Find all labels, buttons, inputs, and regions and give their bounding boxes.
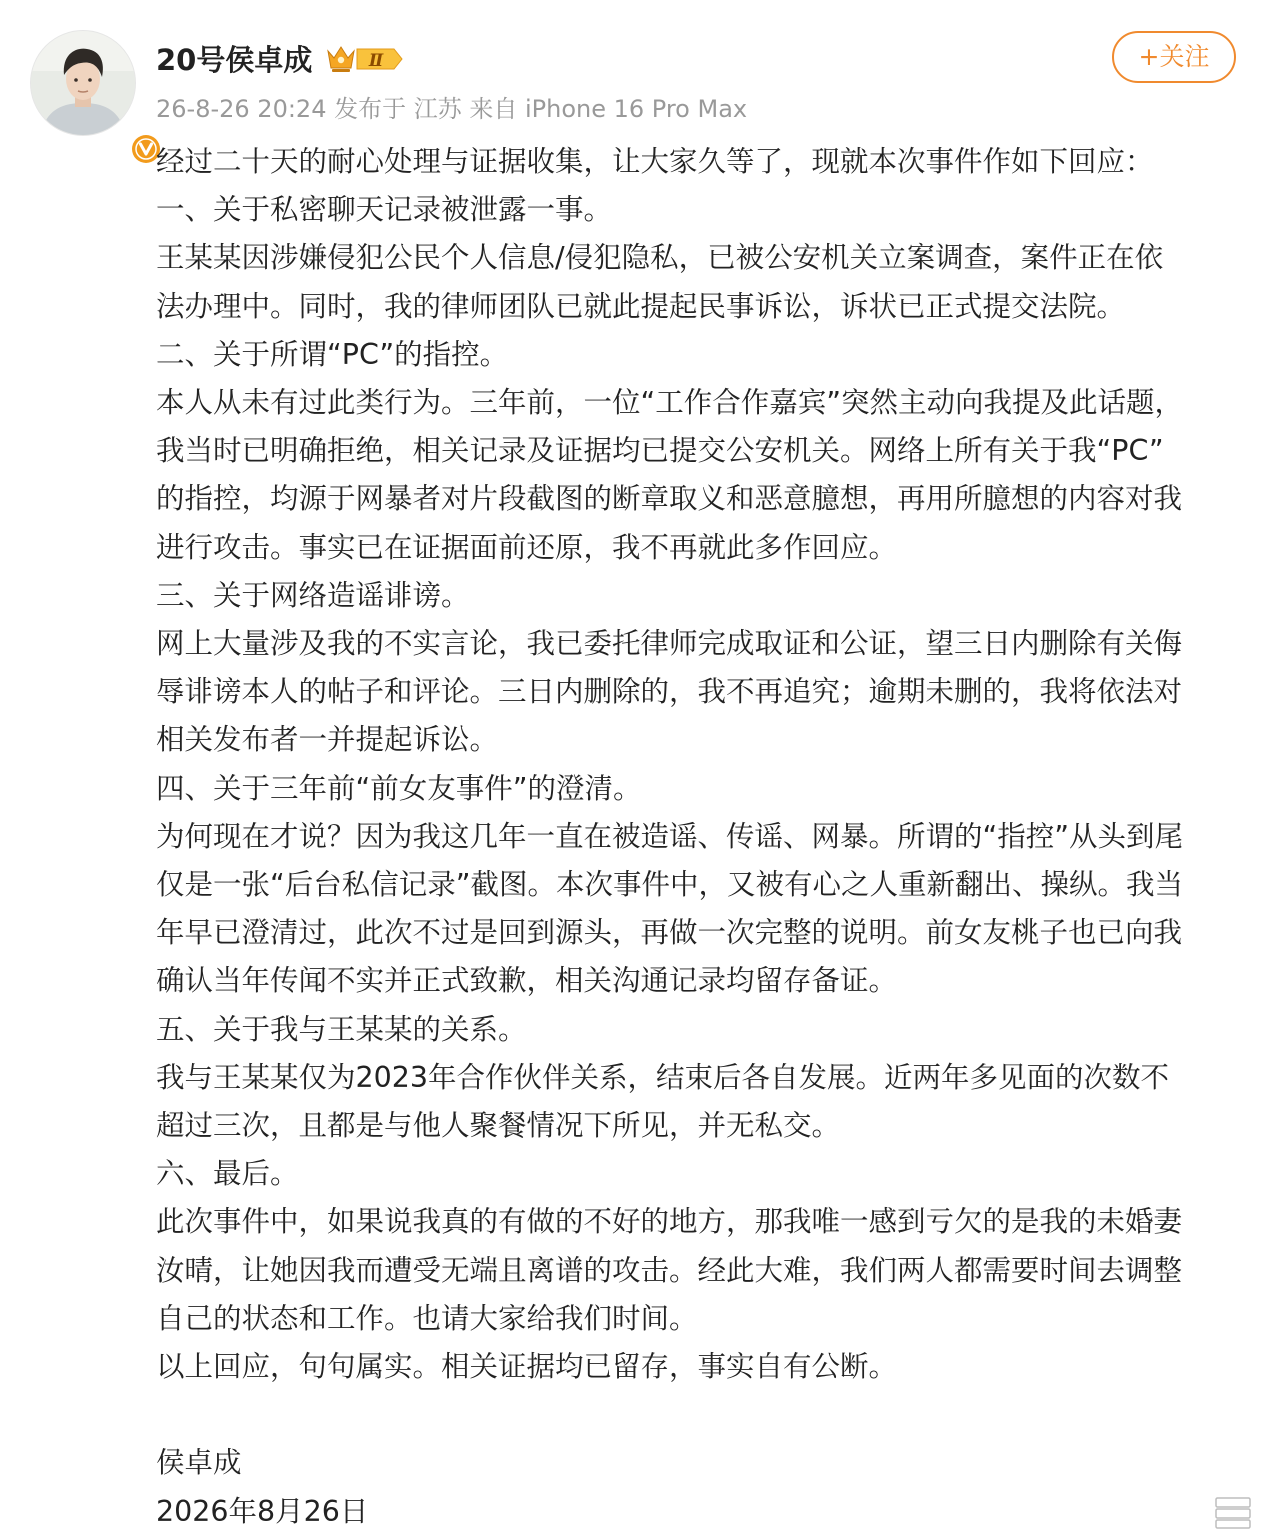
post-line: 进行攻击。事实已在证据面前还原，我不再就此多作回应。 bbox=[156, 530, 898, 564]
post-line: 我与王某某仅为2023年合作伙伴关系，结束后各自发展。近两年多见面的次数不 bbox=[156, 1060, 1170, 1094]
post-line: 五、关于我与王某某的关系。 bbox=[156, 1012, 527, 1046]
vip-badge[interactable] bbox=[324, 42, 406, 76]
post-line: 二、关于所谓“PC”的指控。 bbox=[156, 337, 509, 371]
post-line: 网上大量涉及我的不实言论，我已委托律师完成取证和公证，望三日内删除有关侮 bbox=[156, 627, 1183, 661]
post-date: 2026年8月26日 bbox=[156, 1494, 369, 1528]
post-line: 三、关于网络造谣诽谤。 bbox=[156, 578, 470, 612]
post-line: 此次事件中，如果说我真的有做的不好的地方，那我唯一感到亏欠的是我的未婚妻 bbox=[156, 1205, 1183, 1239]
post-line: 王某某因涉嫌侵犯公民个人信息/侵犯隐私，已被公安机关立案调查，案件正在依 bbox=[156, 241, 1164, 275]
post-line: 相关发布者一并提起诉讼。 bbox=[156, 723, 499, 757]
post-signature: 侯卓成 bbox=[156, 1446, 242, 1480]
post-line: 四、关于三年前“前女友事件”的澄清。 bbox=[156, 771, 642, 805]
image-stack-icon[interactable] bbox=[1214, 1496, 1254, 1530]
post-line: 超过三次，且都是与他人聚餐情况下所见，并无私交。 bbox=[156, 1109, 841, 1143]
post-line: 本人从未有过此类行为。三年前，一位“工作合作嘉宾”突然主动向我提及此话题， bbox=[156, 386, 1184, 420]
post-line: 汝晴，让她因我而遭受无端且离谱的攻击。经此大难，我们两人都需要时间去调整 bbox=[156, 1253, 1183, 1287]
post-line: 辱诽谤本人的帖子和评论。三日内删除的，我不再追究；逾期未删的，我将依法对 bbox=[156, 675, 1183, 709]
post-line: 以上回应，句句属实。相关证据均已留存，事实自有公断。 bbox=[156, 1350, 898, 1384]
post-blank-line bbox=[156, 1391, 1246, 1439]
post-line: 法办理中。同时，我的律师团队已就此提起民事诉讼，诉状已正式提交法院。 bbox=[156, 289, 1126, 323]
post-line: 自己的状态和工作。也请大家给我们时间。 bbox=[156, 1301, 698, 1335]
post-line: 的指控，均源于网暴者对片段截图的断章取义和恶意臆想，再用所臆想的内容对我 bbox=[156, 482, 1183, 516]
post-meta: 26-8-26 20:24 发布于 江苏 来自 iPhone 16 Pro Max bbox=[156, 95, 748, 123]
avatar[interactable] bbox=[30, 30, 136, 136]
post-body bbox=[156, 138, 1246, 1536]
author-name[interactable]: 20号侯卓成 bbox=[156, 43, 313, 77]
post-line: 确认当年传闻不实并正式致歉，相关沟通记录均留存备证。 bbox=[156, 964, 898, 998]
post-line: 年早已澄清过，此次不过是回到源头，再做一次完整的说明。前女友桃子也已向我 bbox=[156, 916, 1183, 950]
follow-button[interactable]: +关注 bbox=[1112, 31, 1236, 83]
post-line: 仅是一张“后台私信记录”截图。本次事件中，又被有心之人重新翻出、操纵。我当 bbox=[156, 868, 1184, 902]
vip-level-text: Ⅱ bbox=[368, 51, 384, 71]
post-line: 一、关于私密聊天记录被泄露一事。 bbox=[156, 193, 613, 227]
avatar-photo bbox=[30, 30, 136, 136]
post-line: 我当时已明确拒绝，相关记录及证据均已提交公安机关。网络上所有关于我“PC” bbox=[156, 434, 1164, 468]
post-line: 六、最后。 bbox=[156, 1157, 299, 1191]
post-line: 为何现在才说？因为我这几年一直在被造谣、传谣、网暴。所谓的“指控”从头到尾 bbox=[156, 819, 1184, 853]
post-line: 经过二十天的耐心处理与证据收集，让大家久等了，现就本次事件作如下回应： bbox=[156, 145, 1154, 178]
